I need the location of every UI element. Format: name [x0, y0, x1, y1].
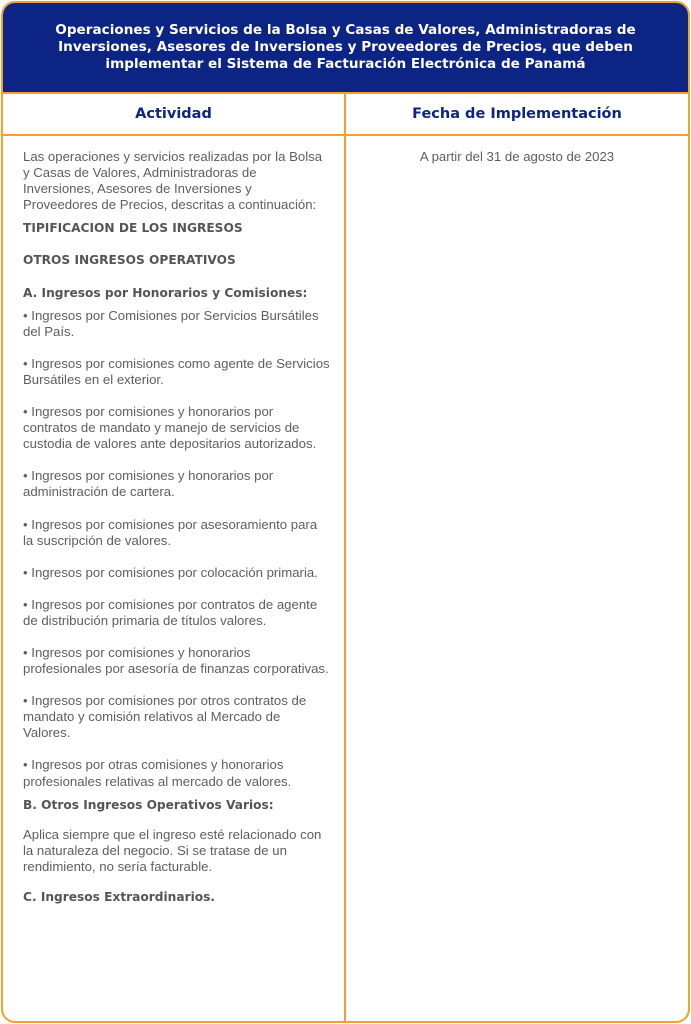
list-item: • Ingresos por comisiones por asesoramiento para la suscripción de valores. — [23, 516, 318, 548]
table-row — [3, 136, 688, 1021]
list-item: • Ingresos por Comisiones por Servicios Bursátiles del País. — [23, 307, 319, 339]
activity-cell — [3, 136, 346, 1021]
list-item: • Ingresos por comisiones y honorarios profesionales por asesoría de finanzas corporativas. — [23, 644, 329, 677]
column-header-fecha: Fecha de Implementación — [412, 106, 622, 122]
table-header — [3, 92, 688, 136]
intro-text: Las operaciones y servicios realizadas por la Bolsa y Casas de Valores, Administradoras de Inversiones, Asesores de Inversiones y Proveedores de Precios, descritas a continuación: — [23, 149, 323, 213]
section-c-heading: C. Ingresos Extraordinarios. — [23, 890, 216, 904]
implementation-date: A partir del 31 de agosto de 2023 — [419, 149, 615, 164]
heading-otros-ingresos: OTROS INGRESOS OPERATIVOS — [23, 253, 236, 268]
list-item: • Ingresos por comisiones y honorarios por contratos de mandato y manejo de servicios de custodia de valores ante depositarios autorizados. — [23, 404, 317, 452]
section-b-heading: B. Otros Ingresos Operativos Varios: — [23, 797, 274, 812]
heading-tipificacion: TIPIFICACION DE LOS INGRESOS — [23, 221, 243, 236]
list-item: • Ingresos por comisiones por colocación primaria. — [23, 564, 318, 580]
list-item: • Ingresos por comisiones y honorarios por administración de cartera. — [23, 468, 274, 500]
list-item: • Ingresos por comisiones por contratos de agente de distribución primaria de títulos valores. — [23, 596, 318, 628]
list-item: • Ingresos por comisiones por otros contratos de mandato y comisión relativos al Mercado de Valores. — [23, 693, 307, 741]
page-title: Operaciones y Servicios de la Bolsa y Casas de Valores, Administradoras de Inversiones, Asesores de Inversiones y Proveedores de Precios, que deben implementar el Sistema de Facturación Electrónica de Panamá — [55, 22, 636, 72]
date-cell — [346, 136, 688, 1021]
column-header-actividad: Actividad — [3, 94, 346, 134]
list-item: • Ingresos por otras comisiones y honorarios profesionales relativas al mercado de valores. — [23, 757, 292, 789]
implementation-table-card — [1, 1, 690, 1023]
title-banner — [3, 3, 688, 92]
section-b-text: Aplica siempre que el ingreso esté relacionado con la naturaleza del negocio. Si se tratase de un rendimiento, no sería facturable. — [23, 826, 322, 874]
section-a-heading: A. Ingresos por Honorarios y Comisiones: — [23, 285, 308, 300]
list-item: • Ingresos por comisiones como agente de Servicios Bursátiles en el exterior. — [23, 355, 330, 387]
